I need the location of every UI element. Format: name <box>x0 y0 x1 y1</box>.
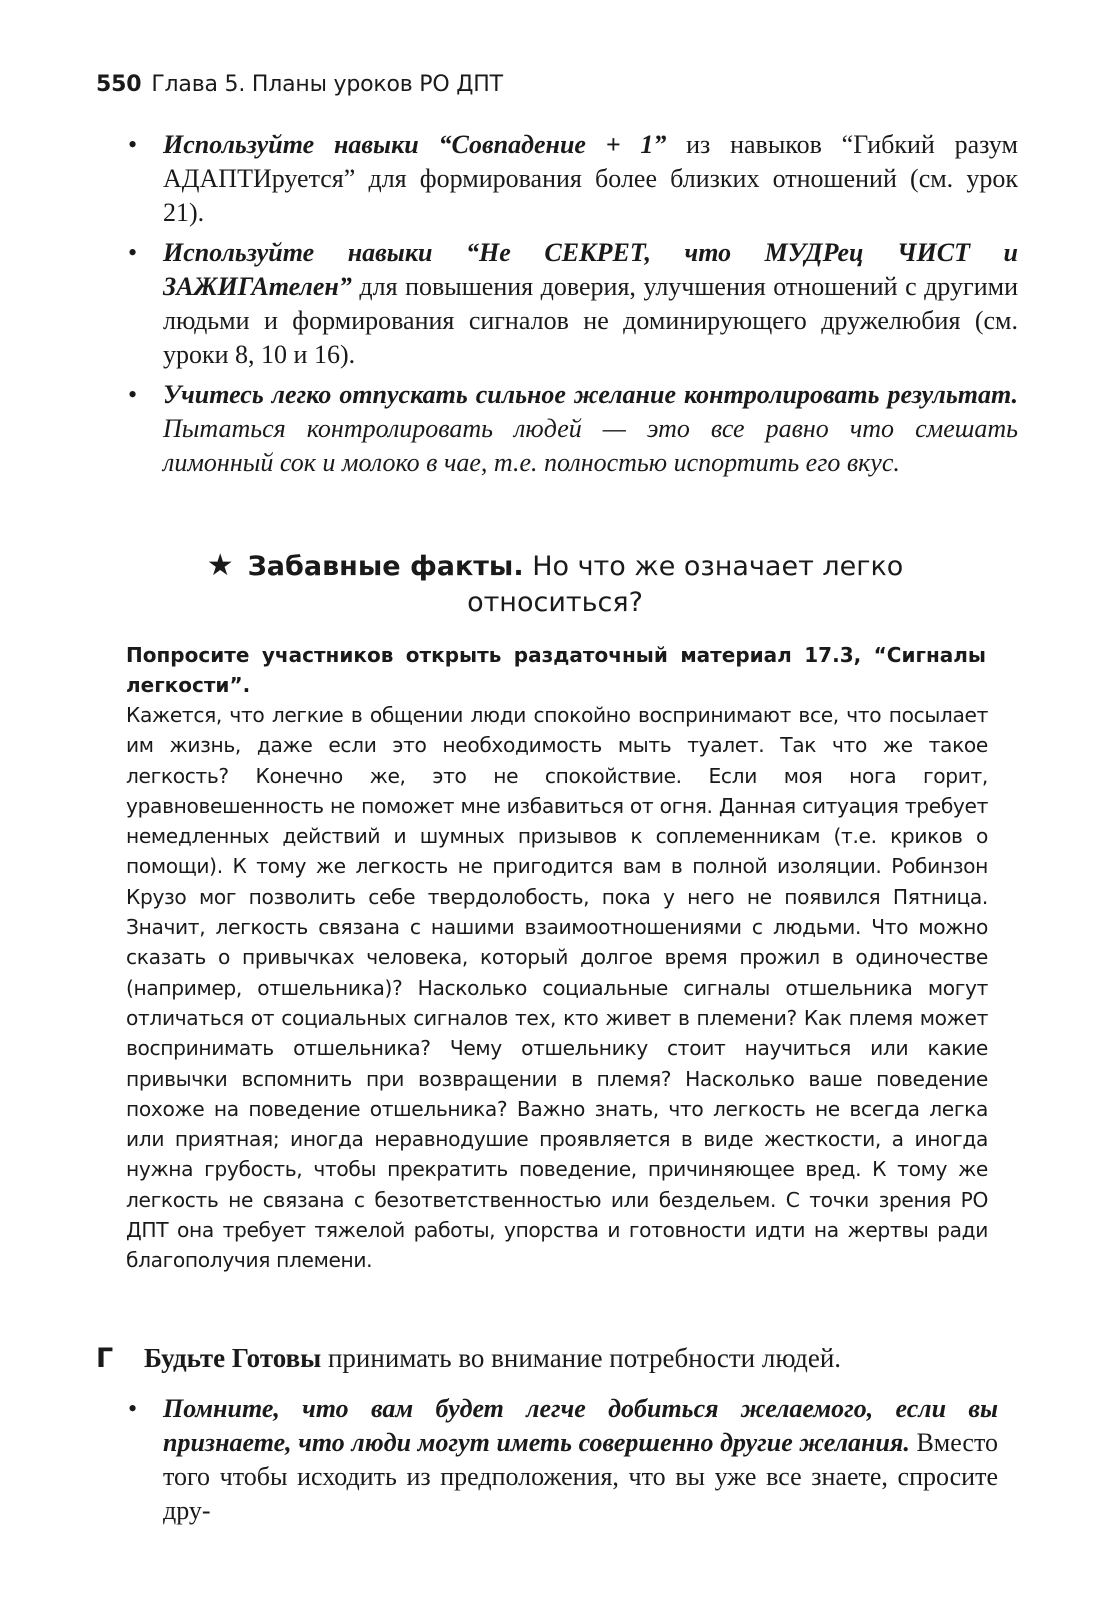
emphasis-text: Используйте навыки “Не СЕКРЕТ, что МУДРец ЧИСТ и ЗАЖИГАтелен” <box>163 238 1018 301</box>
italic-text: Пытаться контролировать людей — это все равно что смешать лимонный сок и молоко в чае, т.е. полностью испортить его вкус. <box>163 414 1018 477</box>
bullet-icon: • <box>128 130 138 159</box>
emphasis-text: Помните, что вам будет легче добиться желаемого, если вы признаете, что люди могут иметь совершенно другие желания. <box>163 1394 998 1457</box>
emphasis-text: Используйте навыки “Совпадение + 1” <box>163 130 667 159</box>
fun-facts-heading <box>150 548 960 621</box>
bullet-list-bottom <box>128 1392 998 1534</box>
bullet-icon: • <box>128 1394 138 1423</box>
body-text: для повышения доверия, улучшения отношений с другими людьми и формирования сигналов не доминирующего дружелюбия (см. уроки 8, 10 и 16). <box>163 272 1018 369</box>
list-item <box>128 128 1018 230</box>
page-number: 550 <box>96 72 142 97</box>
fun-facts-question: Но что же означает легко относиться? <box>467 551 904 618</box>
list-item <box>128 236 1018 372</box>
bullet-icon: • <box>128 380 138 409</box>
star-icon: ★ <box>206 548 234 583</box>
page-header <box>96 72 503 97</box>
list-item <box>128 1392 998 1528</box>
bullet-list-top <box>128 128 1018 486</box>
chapter-title: Глава 5. Планы уроков РО ДПТ <box>151 72 503 97</box>
emphasis-text: Учитесь легко отпускать сильное желание контролировать результат. <box>163 380 1018 409</box>
section-letter: Г <box>96 1343 114 1374</box>
bullet-icon: • <box>128 238 138 267</box>
section-title-rest: принимать во внимание потребности людей. <box>321 1343 842 1373</box>
body-paragraph: Кажется, что легкие в общении люди спокойно воспринимают все, что посылает им жизнь, даже если это необходимость мыть туалет. Так что же такое легкость? Конечно же, это не спокойствие. Если моя нога горит, уравновешенность не поможет мне избавиться от огня. Данная ситуация требует немедленных действий и шумных призывов к соплеменникам (т.е. криков о помощи). К тому же легкость не пригодится вам в полной изоляции. Робинзон Крузо мог позволить себе твердолобость, пока у него не появился Пятница. Значит, легкость связана с нашими взаимоотношениями с людьми. Что можно сказать о привычках человека, который долгое время прожил в одиночестве (например, отшельника)? Насколько социальные сигналы отшельника могут отличаться от социальных сигналов тех, кто живет в племени? Как племя может воспринимать отшельника? Чему отшельнику стоит научиться или какие привычки вспомнить при возвращении в племя? Насколько ваше поведение похоже на поведение отшельника? Важно знать, что легкость не всегда легка или приятная; иногда неравнодушие проявляется в виде жесткости, а иногда нужна грубость, чтобы прекратить поведение, причиняющее вред. К тому же легкость не связана с безответственностью или бездельем. С точки зрения РО ДПТ она требует тяжелой работы, упорства и готовности идти на жертвы ради благополучия племени. <box>126 703 988 1273</box>
list-item <box>128 378 1018 480</box>
section-g-heading <box>96 1340 996 1377</box>
body-text: из навыков “Гибкий разум АДАПТИруется” для формирования более близких отношений (см. урок 21). <box>163 130 1019 227</box>
section-title-bold: Будьте Готовы <box>144 1343 322 1373</box>
body-text: Вместо того чтобы исходить из предположения, что вы уже все знаете, спросите дру- <box>163 1428 998 1525</box>
instruction-text: Попросите участников открыть раздаточный материал 17.3, “Сигналы легкости”. <box>126 643 986 697</box>
fun-facts-label: Забавные факты. <box>247 551 524 582</box>
